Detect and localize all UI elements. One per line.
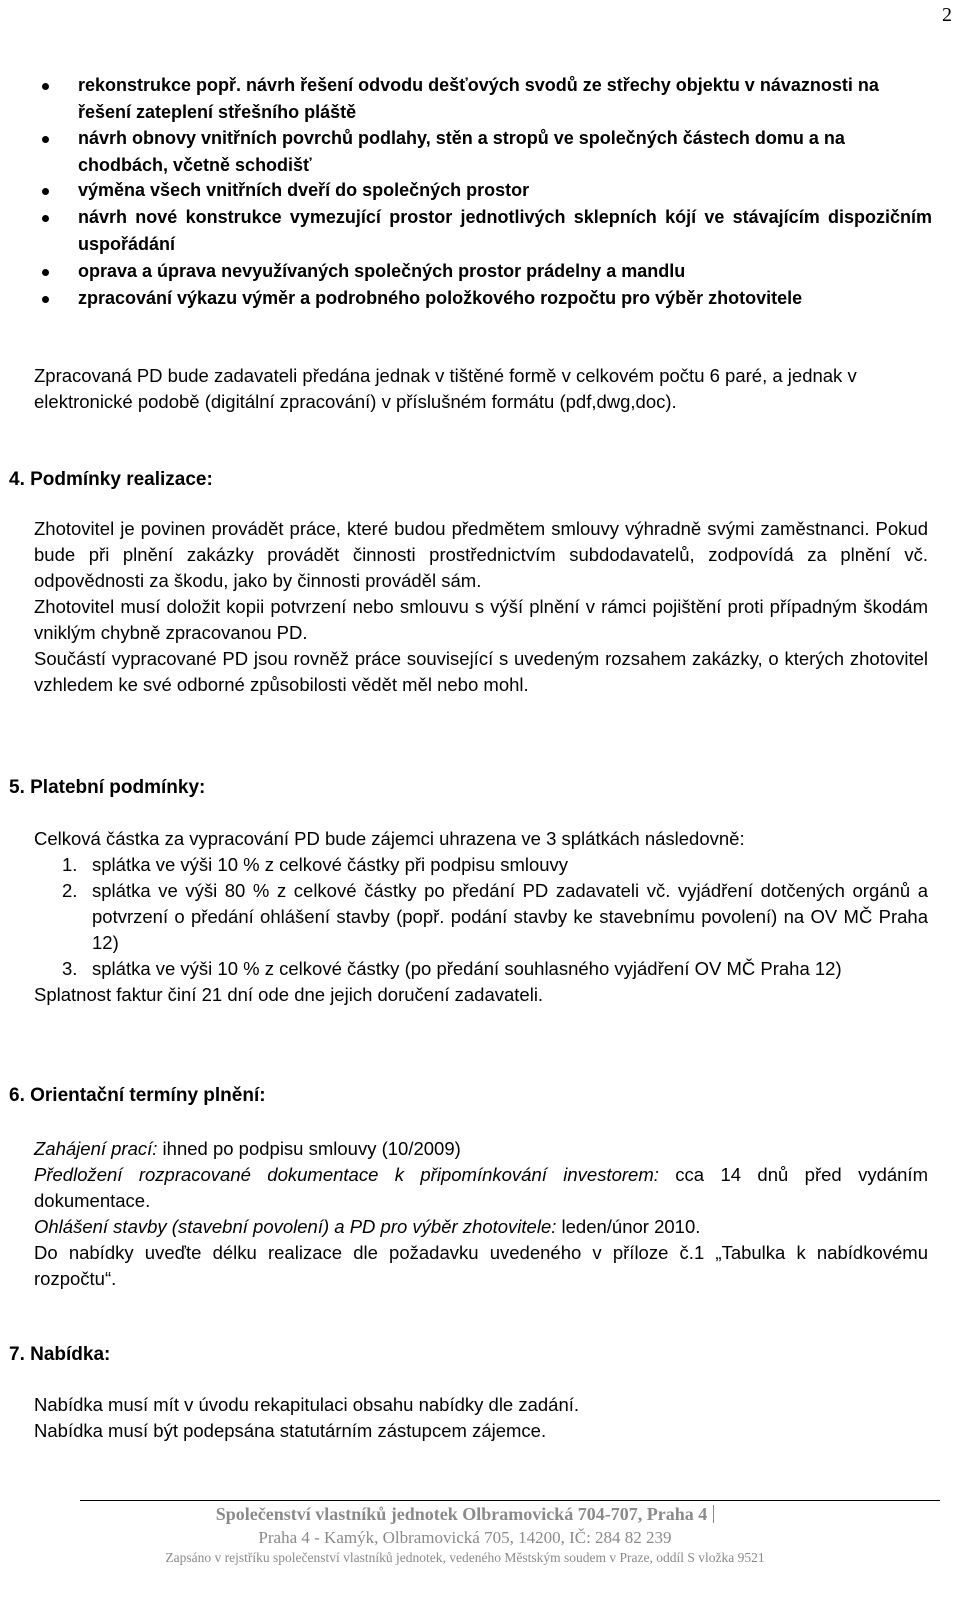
payment-list (34, 826, 928, 1008)
paragraph-text: Součástí vypracované PD jsou rovněž práce související s uvedeným rozsahem zakázky, o kterých zhotovitel vzhledem ke své odborné způsobilosti vědět měl nebo mohl. (34, 648, 928, 695)
term-label: Předložení rozpracované dokumentace k připomínkování investorem: (34, 1164, 659, 1185)
list-item-text: zpracování výkazu výměr a podrobného položkového rozpočtu pro výběr zhotovitele (78, 288, 803, 308)
list-item (34, 125, 932, 178)
bullet-icon (42, 136, 49, 143)
term-label: Ohlášení stavby (stavební povolení) a PD pro výběr zhotovitele: (34, 1216, 557, 1237)
list-item-text: splátka ve výši 10 % z celkové částky (po předání souhlasného vyjádření OV MČ Praha 12) (92, 958, 842, 979)
list-item (34, 72, 932, 125)
list-item-text: výměna všech vnitřních dveří do společných prostor (78, 180, 530, 200)
paragraph-text: Zpracovaná PD bude zadavateli předána jednak v tištěné formě v celkovém počtu 6 paré, a jednak v elektronické podobě (digitální zpracování) v příslušném formátu (pdf,dwg,doc). (34, 365, 857, 412)
term-value: cca 14 dnů před vydáním dokumentace. (34, 1164, 928, 1211)
list-number: 2. (62, 880, 78, 901)
list-item (34, 258, 932, 285)
intro-paragraph (34, 363, 928, 415)
list-item-text: návrh nové konstrukce vymezující prostor jednotlivých sklepních kójí ve stávajícím dispozičním uspořádání (78, 207, 932, 254)
list-item-text: návrh obnovy vnitřních povrchů podlahy, stěn a stropů ve společných částech domu a na chodbách, včetně schodišť (78, 128, 845, 175)
term-value: leden/únor 2010. (556, 1216, 701, 1237)
paragraph-text: Zhotovitel musí doložit kopii potvrzení nebo smlouvu s výší plnění v rámci pojištění proti případným škodám vniklým chybně zpracovanou PD. (34, 596, 928, 643)
list-item-text: rekonstrukce popř. návrh řešení odvodu dešťových svodů ze střechy objektu v návaznosti na řešení zateplení střešního pláště (78, 75, 879, 122)
list-item-text: splátka ve výši 10 % z celkové částky při podpisu smlouvy (92, 854, 569, 875)
list-item-text: oprava a úprava nevyužívaných společných prostor prádelny a mandlu (78, 261, 686, 281)
paragraph-text: Splatnost faktur činí 21 dní ode dne jejich doručení zadavateli. (34, 984, 544, 1005)
paragraph-text: Nabídka musí být podepsána statutárním zástupcem zájemce. (34, 1420, 547, 1441)
section-body (34, 516, 928, 698)
list-item (34, 878, 928, 956)
bullet-icon (42, 188, 49, 195)
list-item (34, 956, 928, 982)
footer-line: Společenství vlastníků jednotek Olbramovická 704-707, Praha 4 (0, 1504, 930, 1525)
section-body (34, 1392, 928, 1444)
footer-divider (80, 1500, 940, 1501)
section-body (34, 1136, 928, 1292)
list-item (34, 204, 932, 257)
paragraph-text: Celková částka za vypracování PD bude zájemci uhrazena ve 3 splátkách následovně: (34, 828, 745, 849)
bullet-icon (42, 269, 49, 276)
term-value: ihned po podpisu smlouvy (10/2009) (157, 1138, 461, 1159)
page-number: 2 (942, 4, 952, 26)
list-item (34, 177, 932, 204)
paragraph-text: Do nabídky uveďte délku realizace dle požadavku uvedeného v příloze č.1 „Tabulka k nabídkovému rozpočtu“. (34, 1242, 928, 1289)
list-item (34, 852, 928, 878)
paragraph-text: Zhotovitel je povinen provádět práce, které budou předmětem smlouvy výhradně svými zaměstnanci. Pokud bude při plnění zakázky provádět činnosti prostřednictvím subdodavatelů, zodpovídá za plnění vč. odpovědnosti za škodu, jako by činnosti prováděl sám. (34, 518, 928, 591)
bullet-icon (42, 296, 49, 303)
list-item-text: splátka ve výši 80 % z celkové částky po předání PD zadavateli vč. vyjádření dotčených orgánů a potvrzení o předání ohlášení stavby (popř. podání stavby ke stavebnímu povolení) na OV MČ Praha 12) (92, 880, 928, 953)
bullet-icon (42, 83, 49, 90)
section-heading: 7. Nabídka: (9, 1344, 111, 1365)
section-heading: 6. Orientační termíny plnění: (9, 1085, 266, 1106)
paragraph-text: Nabídka musí mít v úvodu rekapitulaci obsahu nabídky dle zadání. (34, 1394, 580, 1415)
bullet-icon (42, 215, 49, 222)
section-heading: 5. Platební podmínky: (9, 777, 206, 798)
list-number: 3. (62, 958, 78, 979)
section-heading: 4. Podmínky realizace: (9, 469, 213, 490)
list-item (34, 285, 932, 312)
term-label: Zahájení prací: (34, 1138, 158, 1159)
footer-line: Zapsáno v rejstříku společenství vlastníků jednotek, vedeného Městským soudem v Praze, oddíl S vložka 9521 (165, 1550, 765, 1565)
footer-line: Praha 4 - Kamýk, Olbramovická 705, 14200, IČ: 284 82 239 (258, 1528, 672, 1547)
list-number: 1. (62, 854, 78, 875)
